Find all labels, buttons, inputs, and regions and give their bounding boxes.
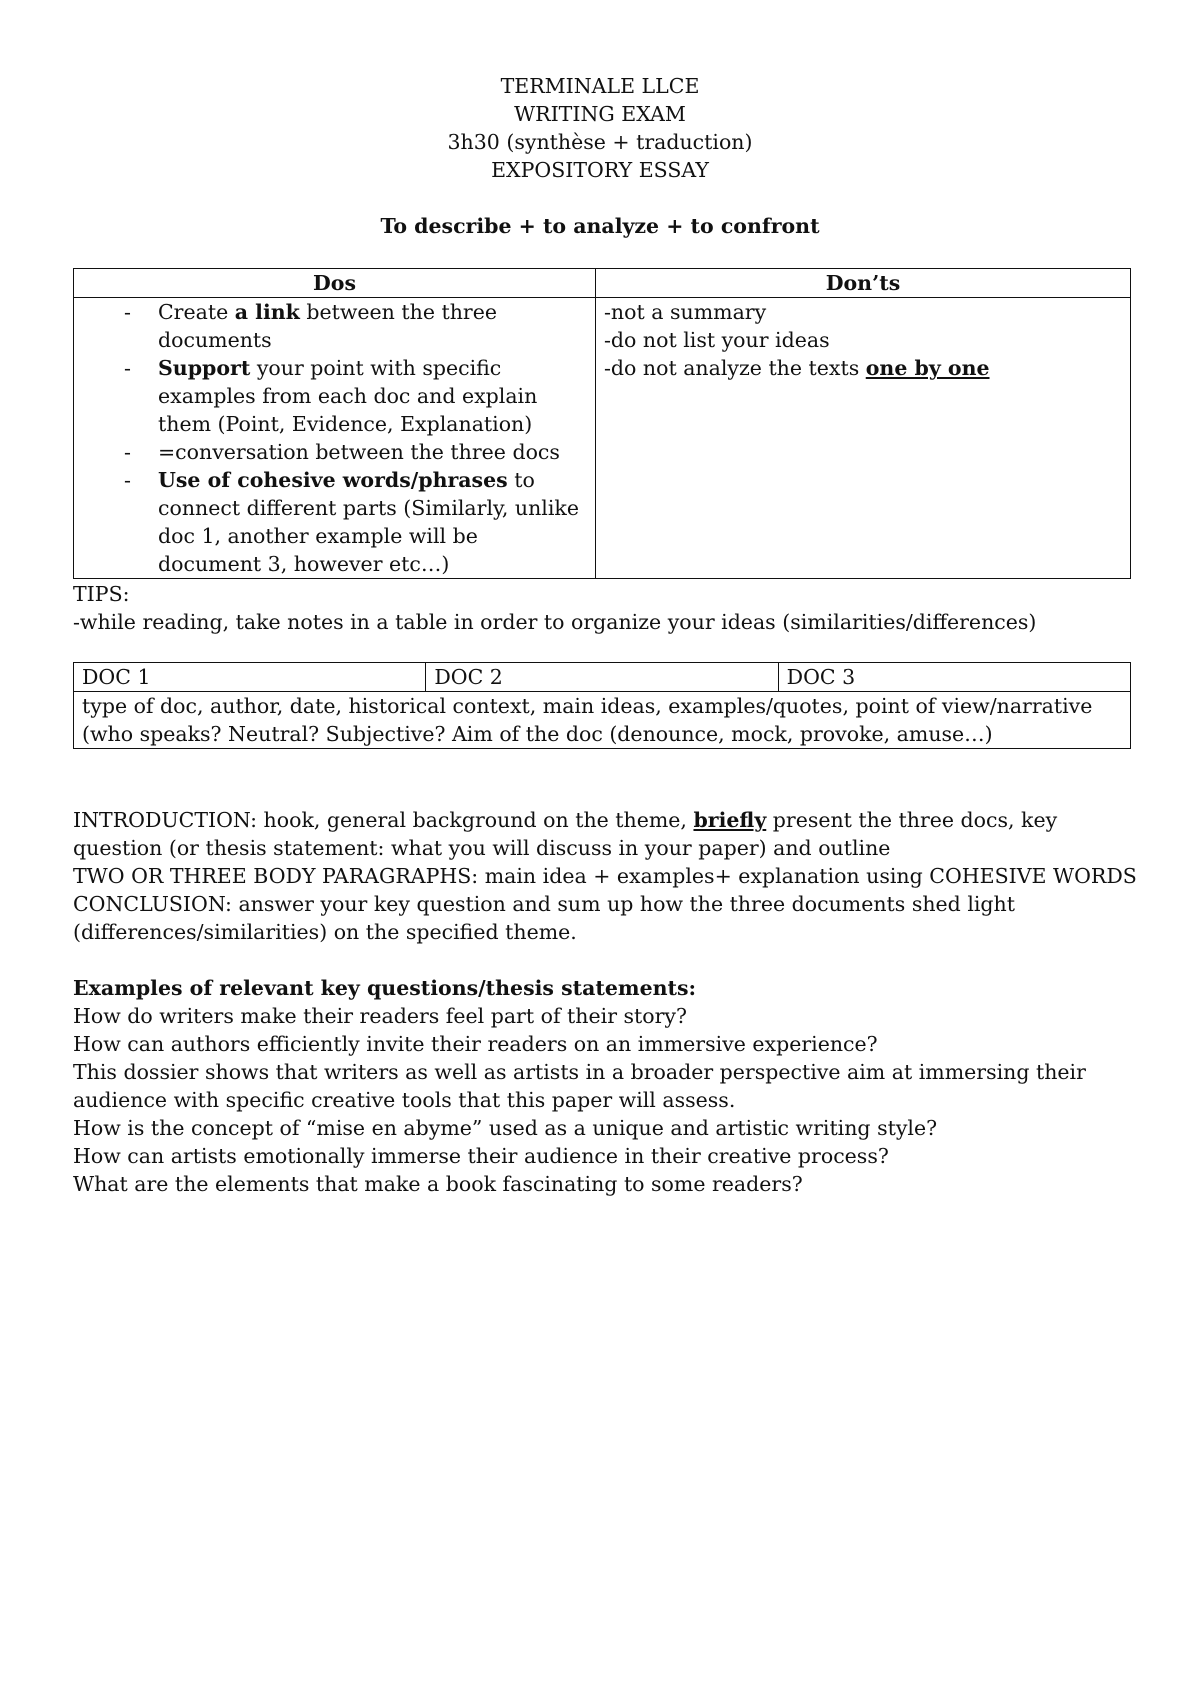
dos-list — [74, 298, 587, 578]
dos-item-link: - Create a link between the three documents — [74, 298, 587, 354]
dos-cell — [74, 298, 596, 579]
doc-notes-table — [73, 662, 1131, 749]
introduction-text: INTRODUCTION: hook, general background on the theme, briefly present the three docs, key question (or thesis statement: what you will discuss in your paper) and outline — [73, 808, 1058, 860]
dos-item-support: - Support your point with specific examples from each doc and explain them (Point, Evidence, Explanation) — [74, 354, 587, 438]
dos-item-cohesive: - Use of cohesive words/phrases to connect different parts (Similarly, unlike doc 1, another example will be document 3, however etc…) — [74, 466, 587, 578]
body-paragraphs-text: TWO OR THREE BODY PARAGRAPHS: main idea + examples+ explanation using COHESIVE WORDS — [73, 864, 1137, 888]
donts-line: -do not analyze the texts one by one — [604, 356, 990, 380]
example-question: What are the elements that make a book fascinating to some readers? — [73, 1172, 803, 1196]
example-question: How is the concept of “mise en abyme” used as a unique and artistic writing style? — [73, 1116, 938, 1140]
tips-section — [73, 580, 1133, 636]
examples-heading: Examples of relevant key questions/thesis statements: — [73, 976, 697, 1000]
conclusion-text: CONCLUSION: answer your key question and sum up how the three documents shed light (differences/similarities) on the specified theme. — [73, 892, 1015, 944]
donts-header: Don’ts — [596, 269, 1131, 298]
course-title: TERMINALE LLCE — [500, 74, 700, 98]
example-question: How can artists emotionally immerse their audience in their creative process? — [73, 1144, 889, 1168]
doc-notes-content: type of doc, author, date, historical context, main ideas, examples/quotes, point of view/narrative (who speaks? Neutral? Subjective? Aim of the doc (denounce, mock, provoke, amuse…) — [74, 692, 1131, 749]
exam-title: WRITING EXAM — [514, 102, 686, 126]
tips-text: -while reading, take notes in a table in order to organize your ideas (similarities/differences) — [73, 610, 1037, 634]
dos-item-conversation: - =conversation between the three docs — [74, 438, 587, 466]
essay-type: EXPOSITORY ESSAY — [491, 158, 709, 182]
doc2-header: DOC 2 — [426, 663, 778, 692]
example-question: How can authors efficiently invite their readers on an immersive experience? — [73, 1032, 878, 1056]
donts-line: -not a summary — [604, 300, 767, 324]
essay-goal: To describe + to analyze + to confront — [380, 214, 820, 238]
dos-header: Dos — [74, 269, 596, 298]
essay-structure — [73, 806, 1143, 946]
example-question: This dossier shows that writers as well as artists in a broader perspective aim at immersing their audience with specific creative tools that this paper will assess. — [73, 1060, 1086, 1112]
doc3-header: DOC 3 — [778, 663, 1130, 692]
exam-duration: 3h30 (synthèse + traduction) — [447, 130, 753, 154]
example-question: How do writers make their readers feel part of their story? — [73, 1004, 687, 1028]
doc1-header: DOC 1 — [74, 663, 426, 692]
tips-label: TIPS: — [73, 582, 130, 606]
dos-donts-table — [73, 268, 1131, 579]
donts-line: -do not list your ideas — [604, 328, 830, 352]
examples-section — [73, 974, 1143, 1198]
donts-cell — [596, 298, 1131, 579]
document-header — [0, 72, 1200, 184]
